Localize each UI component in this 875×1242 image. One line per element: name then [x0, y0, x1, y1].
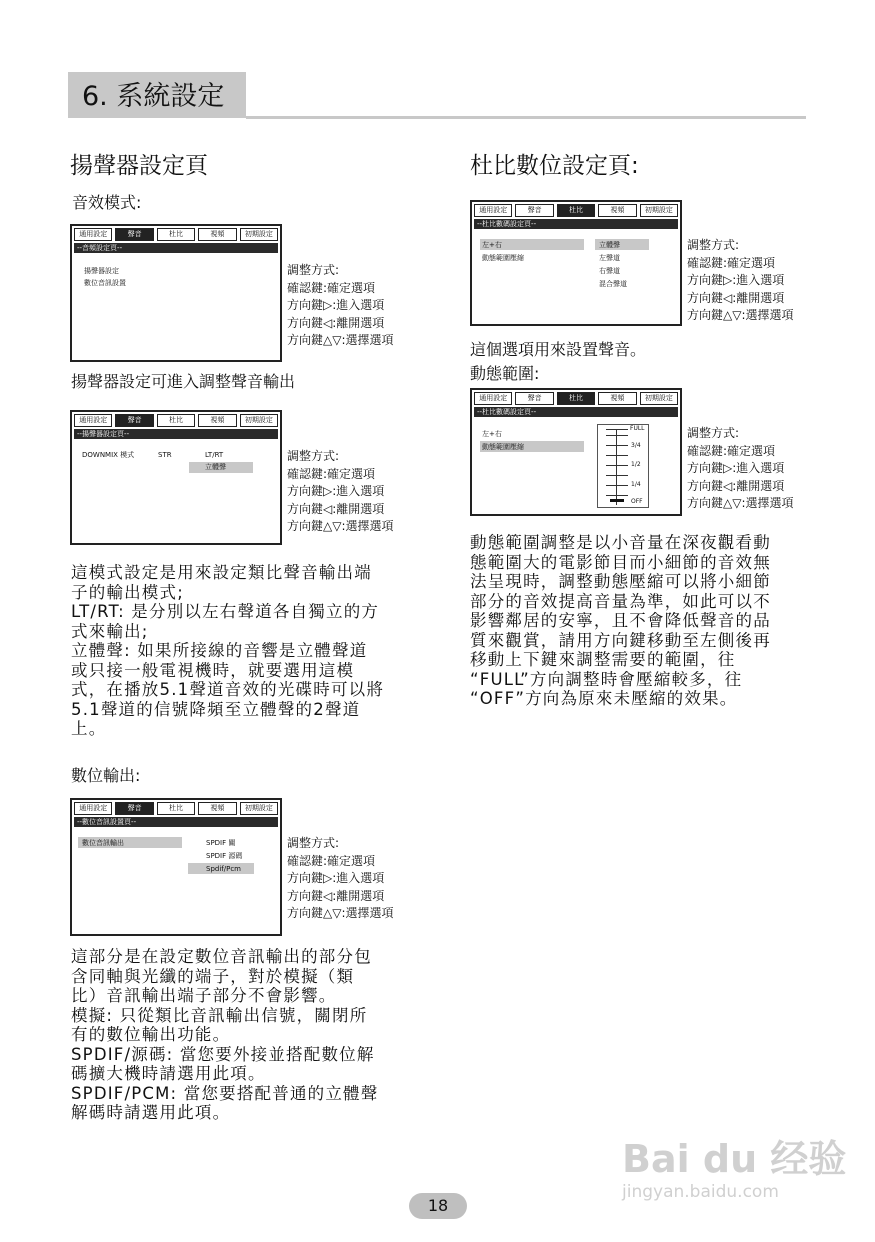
- option-stereo: 立體聲: [205, 463, 226, 471]
- option-mix: 混合聲道: [599, 280, 627, 288]
- scale-label-full: FULL: [630, 425, 645, 432]
- slider-track: [616, 429, 617, 505]
- tab-audio: 聲音: [115, 802, 153, 815]
- baidu-watermark-url: jingyan.baidu.com: [622, 1182, 779, 1202]
- drc-explanation: 動態範圍調整是以小音量在深夜觀看動 態範圍大的電影節目而小細節的音效無 法呈現時，調整動態壓縮可以將小細節 部分的音效提高音量為準，如此可以不 影響鄰居的安寧，且不會降低聲音的品 質來觀賞，請用方向鍵移動至左側後再 移動上下鍵來調整需要的範圍，往 “FULL”方向調整時會壓縮較多，往 “OFF”方向為原來未壓縮的效果。: [470, 533, 771, 708]
- downmix-value: STR: [158, 451, 172, 459]
- setup-tabs: [474, 392, 678, 405]
- dual-mono-item: 左+右: [482, 241, 502, 249]
- tab-video: 視頻: [198, 802, 236, 815]
- speaker-desc: 揚聲器設定可進入調整聲音輸出: [71, 372, 296, 391]
- digital-output-explanation: 這部分是在設定數位音訊輸出的部分包 含同軸與光纖的端子，對於模擬（類 比）音訊輸出端子部分不會影響。 模擬: 只從類比音訊輸出信號，關閉所 有的數位輸出功能。 SPDIF/源碼: 當您要外接並搭配數位解 碼擴大機時請選用此項。 SPDIF/PCM: 當您要搭配普通的立體聲 解碼時請選用此項。: [71, 947, 379, 1122]
- dolby-setup-screen: [470, 200, 682, 326]
- section-header-rule: [246, 116, 806, 119]
- slider-thumb: [610, 499, 624, 502]
- sound-mode-label: 音效模式:: [72, 193, 142, 212]
- downmix-mode-item: DOWNMIX 模式: [82, 451, 135, 459]
- option-stereo: 立體聲: [599, 241, 620, 249]
- option-left: 左聲道: [599, 254, 620, 262]
- drc-item: 動態範圍壓縮: [482, 254, 524, 262]
- baidu-watermark-logo: Bai du 经验: [622, 1137, 847, 1181]
- drc-label: 動態範圍:: [470, 364, 540, 383]
- tab-initial: 初期設定: [240, 228, 278, 241]
- setup-tabs: [74, 802, 278, 815]
- tab-dolby: 杜比: [157, 228, 195, 241]
- drc-scale: [597, 424, 649, 508]
- scale-tick: [606, 495, 628, 496]
- adjust-instructions: 調整方式: 確認鍵:確定選項 方向鍵▷:進入選項 方向鍵◁:離開選項 方向鍵△▽:選擇選項: [287, 449, 394, 533]
- scale-tick: [606, 485, 628, 486]
- tab-general: 通用設定: [474, 204, 512, 217]
- scale-tick: [606, 445, 628, 446]
- tab-audio: 聲音: [515, 392, 553, 405]
- menu-item-speaker: 揚聲器設定: [84, 267, 119, 275]
- screen-title-bar: --杜比數碼設定頁--: [474, 407, 678, 417]
- tab-initial: 初期設定: [640, 204, 678, 217]
- tab-general: 通用設定: [74, 414, 112, 427]
- option-spdif-pcm: Spdif/Pcm: [206, 865, 241, 873]
- tab-video: 視頻: [198, 228, 236, 241]
- downmix-explanation: 這模式設定是用來設定類比聲音輸出端 子的輸出模式; LT/RT: 是分別以左右聲道各自獨立的方 式來輸出; 立體聲: 如果所接線的音響是立體聲道 或只接一般電視機時，就要選用這模 式，在播放5.1聲道音效的光碟時可以將 5.1聲道的信號降頻至立體聲的2聲道 上。: [71, 563, 385, 738]
- tab-dolby: 杜比: [557, 204, 595, 217]
- tab-initial: 初期設定: [240, 802, 278, 815]
- tab-general: 通用設定: [74, 802, 112, 815]
- speaker-page-heading: 揚聲器設定頁: [70, 153, 208, 179]
- option-spdif-off: SPDIF 關: [206, 839, 236, 847]
- screen-title-bar: --音頻設定頁--: [74, 243, 278, 253]
- section-title: 6. 系統設定: [82, 81, 225, 112]
- dolby-desc: 這個選項用來設置聲音。: [470, 340, 647, 359]
- setup-tabs: [74, 414, 278, 427]
- screen-title-bar: --數位音訊設置頁--: [74, 817, 278, 827]
- dual-mono-item: 左+右: [482, 430, 502, 438]
- tab-audio: 聲音: [115, 228, 153, 241]
- adjust-instructions: 調整方式: 確認鍵:確定選項 方向鍵▷:進入選項 方向鍵◁:離開選項 方向鍵△▽:選擇選項: [287, 263, 394, 347]
- adjust-instructions: 調整方式: 確認鍵:確定選項 方向鍵▷:進入選項 方向鍵◁:離開選項 方向鍵△▽:選擇選項: [287, 836, 394, 920]
- digital-output-label: 數位輸出:: [71, 766, 141, 785]
- drc-item: 動態範圍壓縮: [482, 443, 524, 451]
- tab-initial: 初期設定: [640, 392, 678, 405]
- tab-dolby: 杜比: [157, 802, 195, 815]
- option-right: 右聲道: [599, 267, 620, 275]
- tab-initial: 初期設定: [240, 414, 278, 427]
- option-spdif-raw: SPDIF 源碼: [206, 852, 243, 860]
- tab-audio: 聲音: [515, 204, 553, 217]
- scale-label-3-4: 3/4: [631, 442, 641, 449]
- tab-general: 通用設定: [74, 228, 112, 241]
- setup-tabs: [474, 204, 678, 217]
- scale-tick: [606, 435, 628, 436]
- tab-video: 視頻: [598, 204, 636, 217]
- scale-tick: [606, 475, 628, 476]
- tab-dolby: 杜比: [557, 392, 595, 405]
- screen-title-bar: --揚聲器設定頁--: [74, 429, 278, 439]
- speaker-setup-screen: [70, 410, 282, 545]
- tab-dolby: 杜比: [157, 414, 195, 427]
- scale-label-1-4: 1/4: [631, 481, 641, 488]
- screen-title-bar: --杜比數碼設定頁--: [474, 219, 678, 229]
- adjust-instructions: 調整方式: 確認鍵:確定選項 方向鍵▷:進入選項 方向鍵◁:離開選項 方向鍵△▽:選擇選項: [687, 426, 794, 510]
- tab-video: 視頻: [598, 392, 636, 405]
- menu-item-digital-audio: 數位音訊設置: [84, 279, 126, 287]
- scale-label-1-2: 1/2: [631, 461, 641, 468]
- tab-general: 通用設定: [474, 392, 512, 405]
- drc-screen: [470, 388, 682, 516]
- page-number: 18: [409, 1193, 467, 1219]
- dolby-page-heading: 杜比數位設定頁:: [470, 153, 639, 179]
- option-ltrt: LT/RT: [205, 451, 224, 459]
- adjust-instructions: 調整方式: 確認鍵:確定選項 方向鍵▷:進入選項 方向鍵◁:離開選項 方向鍵△▽:選擇選項: [687, 238, 794, 322]
- setup-tabs: [74, 228, 278, 241]
- scale-tick: [606, 465, 628, 466]
- tab-audio: 聲音: [115, 414, 153, 427]
- scale-label-off: OFF: [631, 498, 643, 505]
- scale-tick: [606, 429, 628, 430]
- scale-tick: [606, 455, 628, 456]
- audio-setup-screen: [70, 224, 282, 362]
- digital-audio-screen: [70, 798, 282, 936]
- digital-output-item: 數位音訊輸出: [82, 839, 124, 847]
- tab-video: 視頻: [198, 414, 236, 427]
